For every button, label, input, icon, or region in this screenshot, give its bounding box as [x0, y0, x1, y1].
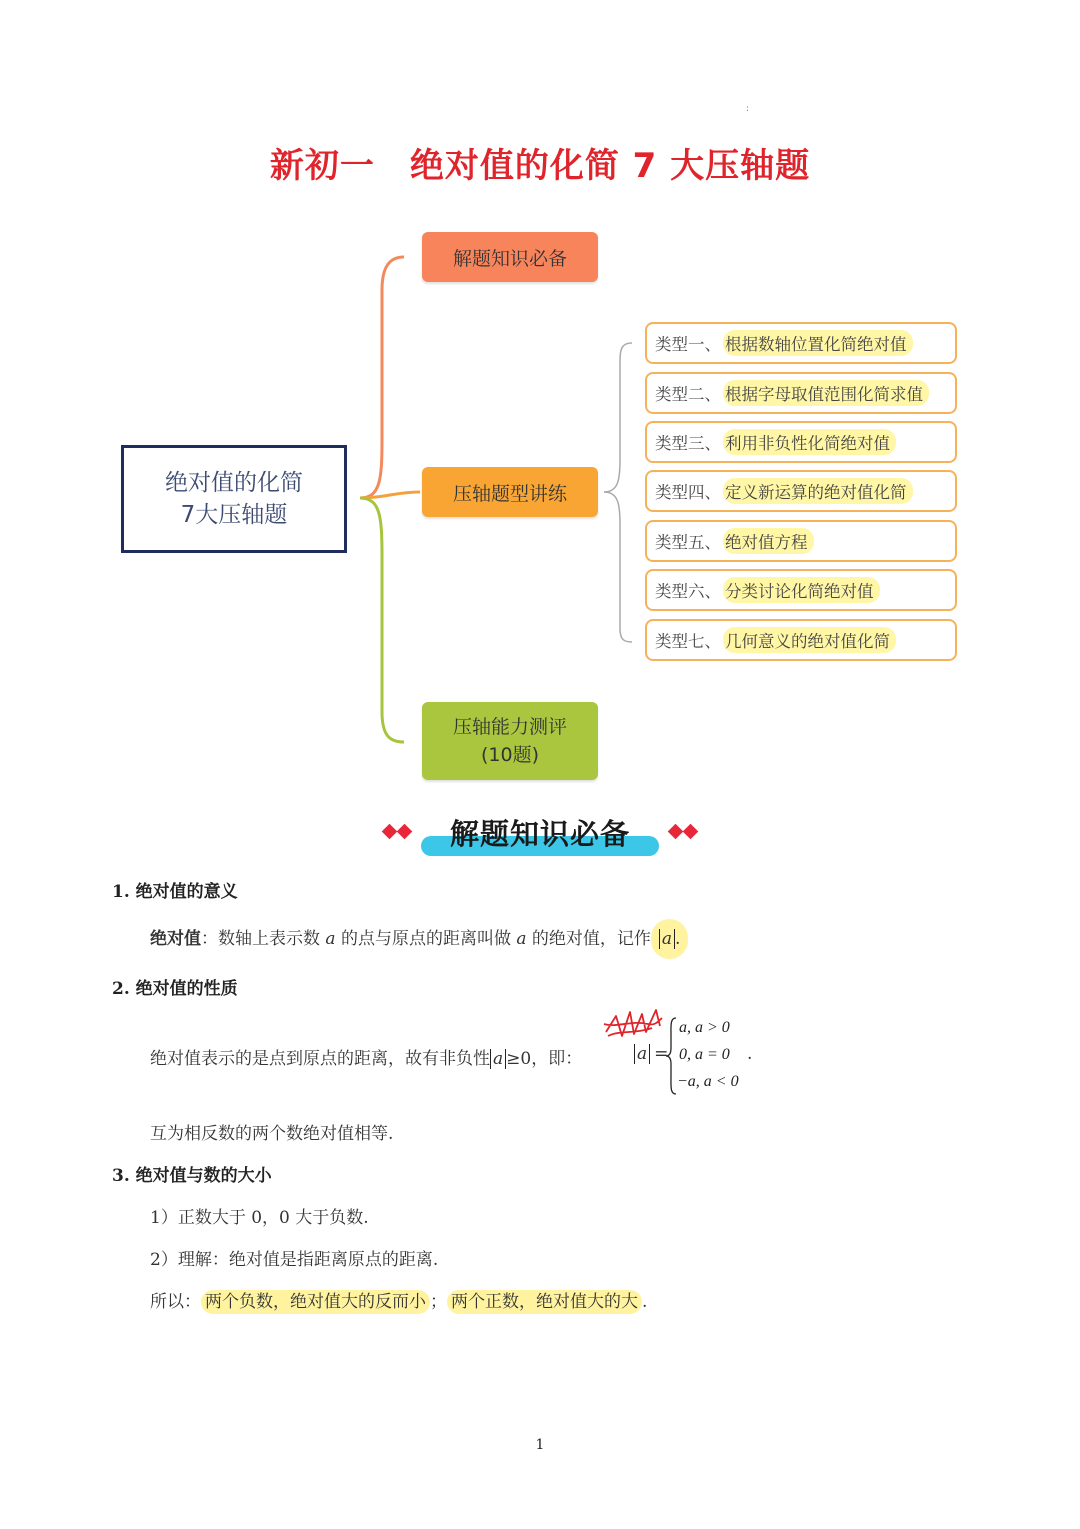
type-prefix: 类型一、: [655, 335, 721, 354]
section-2-line-2: 互为相反数的两个数绝对值相等.: [150, 1124, 394, 1144]
section-3-conclusion: [150, 1287, 647, 1312]
section-3-heading: 3. 绝对值与数的大小: [112, 1166, 272, 1186]
type-label: 几何意义的绝对值化简: [723, 627, 896, 653]
mindmap-root: [121, 445, 347, 553]
type-prefix: 类型二、: [655, 385, 721, 404]
section-banner-title: 解题知识必备: [449, 817, 630, 851]
def-text-b: 的点与原点的距离叫做: [335, 929, 517, 949]
branch-3-line-2: (10题): [480, 744, 539, 766]
type-prefix: 类型七、: [655, 632, 721, 651]
type-label: 定义新运算的绝对值化简: [723, 478, 913, 504]
piecewise-period: .: [747, 1044, 753, 1064]
diamond-icon: [382, 824, 398, 840]
diamond-icon: [397, 824, 413, 840]
type-item-3: [645, 421, 957, 463]
abs-notation-highlight: [651, 919, 689, 959]
var-a: a: [325, 929, 336, 949]
abs-a: a: [659, 929, 675, 949]
colon: ：: [201, 929, 218, 949]
page-title: 新初一 绝对值的化简 7 大压轴题: [269, 146, 811, 186]
case-1: a, a > 0: [679, 1019, 730, 1036]
root-line-1: 绝对值的化简: [165, 470, 303, 496]
def-end: .: [675, 929, 681, 949]
section-1-heading: 1. 绝对值的意义: [112, 882, 238, 902]
branch-assessment: [422, 702, 598, 780]
red-scribble-mark: [602, 1006, 664, 1042]
case-2: 0, a = 0: [679, 1046, 730, 1063]
type-item-1: [645, 322, 957, 364]
def-text-c: 的绝对值，记作: [526, 929, 651, 949]
highlight-positives: 两个正数，绝对值大的大: [447, 1290, 642, 1314]
type-item-5: [645, 520, 957, 562]
branch-knowledge: 解题知识必备: [422, 232, 598, 282]
highlight-negatives: 两个负数，绝对值大的反而小: [201, 1290, 430, 1314]
type-label: 绝对值方程: [723, 528, 814, 554]
left-brace-icon: [664, 1016, 678, 1096]
type-label: 分类讨论化简绝对值: [723, 577, 880, 603]
type-item-7: [645, 619, 957, 661]
type-item-2: [645, 372, 957, 414]
type-label: 根据数轴位置化简绝对值: [723, 330, 913, 356]
branch-3-line-1: 压轴能力测评: [452, 716, 567, 738]
type-item-4: [645, 470, 957, 512]
section-2-property: [150, 1044, 582, 1069]
var-a: a: [516, 929, 527, 949]
diamond-icon: [668, 824, 684, 840]
type-prefix: 类型三、: [655, 434, 721, 453]
section-1-definition: [150, 924, 688, 949]
type-prefix: 类型四、: [655, 483, 721, 502]
branch-practice: 压轴题型讲练: [422, 467, 598, 517]
abs-a: a: [490, 1049, 506, 1069]
diamond-icon: [683, 824, 699, 840]
section-3-item-2: 2）理解：绝对值是指距离原点的距离.: [150, 1250, 439, 1270]
def-text-a: 数轴上表示数: [218, 929, 326, 949]
type-item-6: [645, 569, 957, 611]
type-label: 根据字母取值范围化简求值: [723, 380, 929, 406]
type-prefix: 类型六、: [655, 582, 721, 601]
equals: =: [654, 1044, 669, 1064]
conclusion-end: .: [642, 1292, 648, 1312]
so-label: 所以：: [150, 1292, 201, 1312]
page-mark: :: [746, 104, 750, 114]
property-text: 绝对值表示的是点到原点的距离，故有非负性: [150, 1049, 490, 1069]
ge-zero: ≥0，即：: [506, 1049, 583, 1069]
section-2-heading: 2. 绝对值的性质: [112, 979, 238, 999]
abs-a: a: [634, 1044, 650, 1064]
type-label: 利用非负性化简绝对值: [723, 429, 896, 455]
section-3-item-1: 1）正数大于 0，0 大于负数.: [150, 1208, 369, 1228]
case-3: −a, a < 0: [677, 1073, 739, 1090]
separator: ；: [430, 1292, 447, 1312]
root-line-2: 7大压轴题: [180, 502, 288, 528]
page-number: 1: [535, 1437, 545, 1453]
type-prefix: 类型五、: [655, 533, 721, 552]
term-absolute-value: 绝对值: [150, 929, 201, 949]
